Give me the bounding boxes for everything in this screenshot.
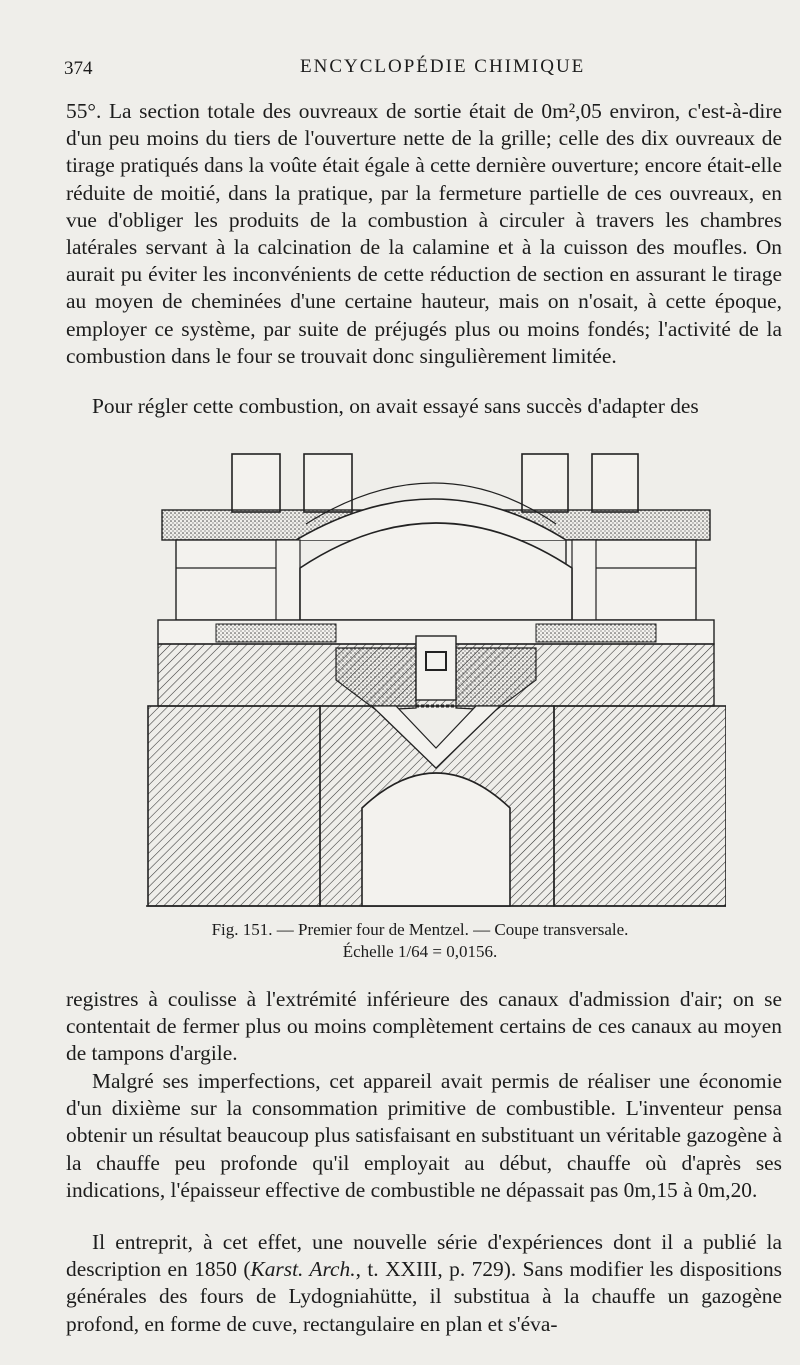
- paragraph-5-text-b: , t. XXIII, p. 729). Sans modifier les dispositions générales des fours de Lydogniahütte, il substitua à la chauffe un gazogène profond, en forme de cuve, rectangulaire en plan et s'éva-: [66, 1257, 782, 1336]
- page-number: 374: [64, 58, 93, 79]
- furnace-cross-section-figure: [146, 448, 726, 908]
- paragraph-5-text-a: Il entreprit, à cet effet, une nouvelle série d'expériences dont il a publié la description en 1850 (: [66, 1230, 782, 1282]
- paragraph-4: Malgré ses imperfections, cet appareil avait permis de réaliser une économie d'un dixième sur la consommation primitive de combustible. L'inventeur pensa obtenir un résultat beaucoup plus satisfaisant en substituant un véritable gazogène à la chauffe peu profonde qu'il employait au début, chauffe où d'après ses indications, l'épaisseur effective de combustible ne dépassait pas 0m,15 à 0m,20.: [66, 1069, 782, 1202]
- paragraph-3: registres à coulisse à l'extrémité inférieure des canaux d'admission d'air; on se contentait de fermer plus ou moins complètement certains de ces canaux au moyen de tampons d'argile.: [66, 987, 782, 1066]
- furnace-drawing: [146, 448, 726, 908]
- figure-caption-scale: Échelle 1/64 = 0,0156.: [342, 942, 498, 961]
- paragraph-5: [66, 1229, 782, 1338]
- paragraph-1: 55°. La section totale des ouvreaux de sortie était de 0m²,05 environ, c'est-à-dire d'un peu moins du tiers de l'ouverture nette de la grille; celle des dix ouvreaux de tirage pratiqués dans la voûte était égale à cette dernière ouverture; encore était-elle réduite de moitié, dans la pratique, par la fermeture partielle de ces ouvreaux, en vue d'obliger les produits de la combustion à circuler à travers les chambres latérales servant à la calcination de la calamine et à la cuisson des moufles. On aurait pu éviter les inconvénients de cette réduction de section en assurant le tirage au moyen de cheminées d'une certaine hauteur, mais on n'osait, à cette époque, employer ce système, par suite de préjugés plus ou moins fondés; l'activité de la combustion dans le four se trouvait donc singulièrement limitée.: [66, 99, 782, 368]
- running-head: ENCYCLOPÉDIE CHIMIQUE: [300, 56, 586, 77]
- paragraph-2: Pour régler cette combustion, on avait essayé sans succès d'adapter des: [92, 394, 699, 418]
- paragraph-5-reference: Karst. Arch.: [250, 1257, 356, 1282]
- figure-caption-title: Fig. 151. — Premier four de Mentzel. — Coupe transversale.: [211, 920, 629, 939]
